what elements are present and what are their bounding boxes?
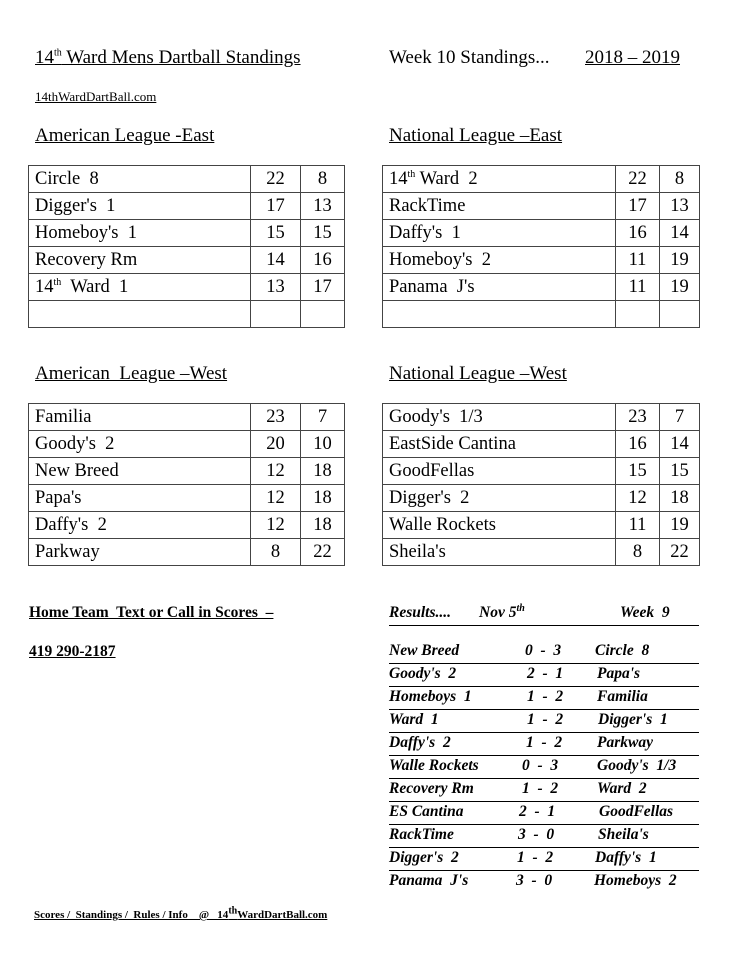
page-title xyxy=(35,47,301,69)
team-name: Digger's 1 xyxy=(29,193,251,220)
team-name: Homeboy's 2 xyxy=(383,247,616,274)
team-name: Recovery Rm xyxy=(29,247,251,274)
away-team: Goody's 1/3 xyxy=(597,757,677,774)
result-row xyxy=(389,871,699,893)
results-week: Week 9 xyxy=(620,604,670,621)
table-row xyxy=(29,247,345,274)
team-name: Walle Rockets xyxy=(383,512,616,539)
wins: 8 xyxy=(251,539,301,566)
wins: 11 xyxy=(616,274,660,301)
score: 1 - 2 xyxy=(526,734,563,751)
result-row xyxy=(389,664,699,687)
team-name: RackTime xyxy=(383,193,616,220)
result-row xyxy=(389,825,699,848)
losses: 14 xyxy=(660,220,700,247)
al-west-title: American League –West xyxy=(35,363,228,384)
losses: 14 xyxy=(660,431,700,458)
home-team: Homeboys 1 xyxy=(389,688,472,705)
team-rest: Ward 2 xyxy=(415,168,478,189)
team-name: Daffy's 2 xyxy=(29,512,251,539)
wins: 12 xyxy=(251,485,301,512)
footer-suffix: th xyxy=(228,905,238,917)
table-row xyxy=(29,220,345,247)
table-row xyxy=(29,431,345,458)
losses: 18 xyxy=(301,458,345,485)
table-row-empty xyxy=(383,301,700,328)
home-team: Panama J's xyxy=(389,872,469,889)
wins: 11 xyxy=(616,512,660,539)
team-name: Panama J's xyxy=(383,274,616,301)
scores-call-label: Home Team Text or Call in Scores – xyxy=(29,604,274,621)
losses: 19 xyxy=(660,512,700,539)
home-team: New Breed xyxy=(389,642,460,659)
table-row xyxy=(383,458,700,485)
table-row xyxy=(383,431,700,458)
losses: 13 xyxy=(660,193,700,220)
score: 1 - 2 xyxy=(527,711,564,728)
table-row xyxy=(383,274,700,301)
score: 0 - 3 xyxy=(525,642,562,659)
table-row xyxy=(383,166,700,193)
results-date-suffix: th xyxy=(516,602,525,614)
al-east-table xyxy=(28,165,345,328)
losses: 18 xyxy=(301,512,345,539)
losses: 15 xyxy=(301,220,345,247)
home-team: Daffy's 2 xyxy=(389,734,451,751)
team-rest: Ward 1 xyxy=(61,276,129,297)
table-row xyxy=(383,404,700,431)
table-row xyxy=(383,512,700,539)
table-row xyxy=(29,274,345,301)
results-label: Results.... xyxy=(389,604,452,621)
team-number: 14 xyxy=(35,276,54,297)
losses: 16 xyxy=(301,247,345,274)
wins: 13 xyxy=(251,274,301,301)
nl-east-title: National League –East xyxy=(389,125,563,146)
wins: 23 xyxy=(251,404,301,431)
wins: 12 xyxy=(251,458,301,485)
footer-text[interactable] xyxy=(34,905,328,921)
wins: 15 xyxy=(616,458,660,485)
team-name: Circle 8 xyxy=(29,166,251,193)
score: 3 - 0 xyxy=(518,826,555,843)
wins: 20 xyxy=(251,431,301,458)
table-row xyxy=(29,166,345,193)
wins: 23 xyxy=(616,404,660,431)
table-row xyxy=(29,193,345,220)
table-row xyxy=(383,247,700,274)
losses: 18 xyxy=(301,485,345,512)
team-name xyxy=(29,274,251,301)
wins: 16 xyxy=(616,220,660,247)
team-name: Sheila's xyxy=(383,539,616,566)
title-text: Ward Mens Dartball Standings xyxy=(61,47,301,68)
nl-east-table xyxy=(382,165,700,328)
table-row xyxy=(29,404,345,431)
result-row xyxy=(389,733,699,756)
team-number: 14 xyxy=(389,168,408,189)
result-row xyxy=(389,756,699,779)
wins: 22 xyxy=(251,166,301,193)
home-team: Recovery Rm xyxy=(389,780,474,797)
result-row xyxy=(389,802,699,825)
table-row xyxy=(29,485,345,512)
losses: 7 xyxy=(660,404,700,431)
away-team: Digger's 1 xyxy=(598,711,668,728)
team-name: Familia xyxy=(29,404,251,431)
wins: 12 xyxy=(251,512,301,539)
result-row xyxy=(389,687,699,710)
losses: 18 xyxy=(660,485,700,512)
result-row xyxy=(389,641,699,664)
team-name xyxy=(383,166,616,193)
result-row xyxy=(389,779,699,802)
away-team: Ward 2 xyxy=(597,780,647,797)
table-row xyxy=(29,539,345,566)
away-team: Circle 8 xyxy=(595,642,650,659)
title-ward-suffix: th xyxy=(54,47,62,59)
score: 3 - 0 xyxy=(516,872,553,889)
away-team: Papa's xyxy=(597,665,641,682)
away-team: GoodFellas xyxy=(599,803,674,820)
team-name: Papa's xyxy=(29,485,251,512)
table-row xyxy=(383,485,700,512)
team-name: Parkway xyxy=(29,539,251,566)
team-name: Digger's 2 xyxy=(383,485,616,512)
wins: 11 xyxy=(616,247,660,274)
team-name: EastSide Cantina xyxy=(383,431,616,458)
results-date xyxy=(479,604,525,622)
losses: 7 xyxy=(301,404,345,431)
losses: 17 xyxy=(301,274,345,301)
title-ward-number: 14 xyxy=(35,47,54,68)
footer-site: WardDartBall.com xyxy=(237,909,328,921)
results-date-day: Nov 5 xyxy=(479,604,517,621)
wins: 15 xyxy=(251,220,301,247)
table-row xyxy=(383,539,700,566)
results-header xyxy=(389,603,699,626)
al-west-table xyxy=(28,403,345,566)
away-team: Parkway xyxy=(597,734,653,751)
season-label: 2018 – 2019 xyxy=(585,47,680,68)
table-row xyxy=(29,512,345,539)
wins: 8 xyxy=(616,539,660,566)
score: 2 - 1 xyxy=(519,803,556,820)
away-team: Daffy's 1 xyxy=(595,849,657,866)
scores-phone: 419 290-2187 xyxy=(29,643,116,660)
team-name: GoodFellas xyxy=(383,458,616,485)
team-name: Daffy's 1 xyxy=(383,220,616,247)
team-name: Homeboy's 1 xyxy=(29,220,251,247)
losses: 13 xyxy=(301,193,345,220)
home-team: RackTime xyxy=(389,826,454,843)
score: 0 - 3 xyxy=(522,757,559,774)
score: 1 - 2 xyxy=(522,780,559,797)
team-name: Goody's 2 xyxy=(29,431,251,458)
losses: 15 xyxy=(660,458,700,485)
website-link[interactable]: 14thWardDartBall.com xyxy=(35,89,157,104)
footer-links: Scores / Standings / Rules / Info @ 14 xyxy=(34,909,229,921)
team-suffix: th xyxy=(407,168,416,180)
wins: 17 xyxy=(616,193,660,220)
al-east-title: American League -East xyxy=(35,125,215,146)
wins: 22 xyxy=(616,166,660,193)
wins: 16 xyxy=(616,431,660,458)
home-team: Goody's 2 xyxy=(389,665,457,682)
home-team: Walle Rockets xyxy=(389,757,479,774)
nl-west-table xyxy=(382,403,700,566)
losses: 22 xyxy=(301,539,345,566)
score: 1 - 2 xyxy=(517,849,554,866)
wins: 12 xyxy=(616,485,660,512)
result-row xyxy=(389,848,699,871)
losses: 10 xyxy=(301,431,345,458)
score: 1 - 2 xyxy=(527,688,564,705)
week-label: Week 10 Standings... xyxy=(389,47,550,68)
table-row-empty xyxy=(29,301,345,328)
losses: 8 xyxy=(301,166,345,193)
away-team: Familia xyxy=(597,688,648,705)
losses: 8 xyxy=(660,166,700,193)
team-name: New Breed xyxy=(29,458,251,485)
result-row xyxy=(389,710,699,733)
wins: 14 xyxy=(251,247,301,274)
score: 2 - 1 xyxy=(527,665,564,682)
away-team: Sheila's xyxy=(598,826,649,843)
losses: 19 xyxy=(660,247,700,274)
losses: 19 xyxy=(660,274,700,301)
nl-west-title: National League –West xyxy=(389,363,567,384)
team-name: Goody's 1/3 xyxy=(383,404,616,431)
wins: 17 xyxy=(251,193,301,220)
table-row xyxy=(29,458,345,485)
away-team: Homeboys 2 xyxy=(594,872,677,889)
home-team: Ward 1 xyxy=(389,711,439,728)
home-team: Digger's 2 xyxy=(389,849,459,866)
table-row xyxy=(383,220,700,247)
table-row xyxy=(383,193,700,220)
losses: 22 xyxy=(660,539,700,566)
team-suffix: th xyxy=(53,276,62,288)
home-team: ES Cantina xyxy=(389,803,464,820)
